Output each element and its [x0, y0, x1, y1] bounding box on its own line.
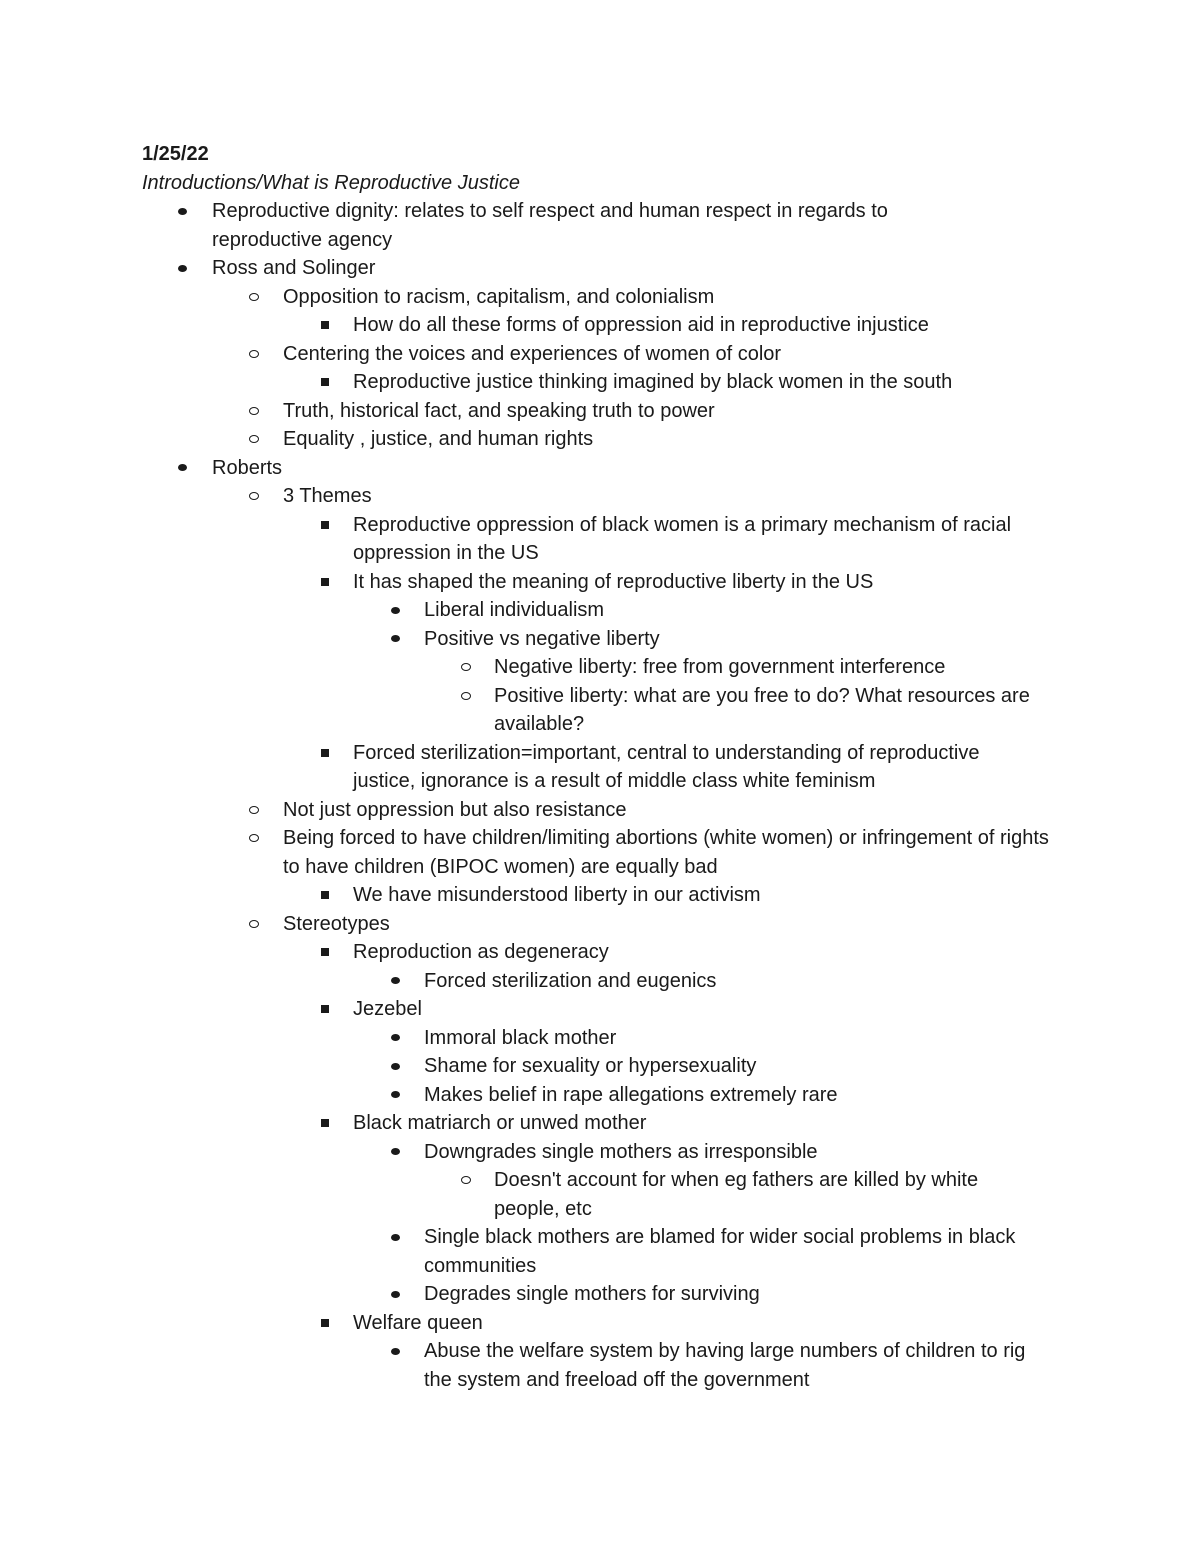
list-item [142, 1337, 1052, 1394]
square-bullet-icon [317, 995, 333, 1024]
list-item-text: Reproductive justice thinking imagined by black women in the south [353, 371, 953, 393]
list-item-text: Positive vs negative liberty [424, 627, 660, 650]
list-item [142, 368, 1012, 397]
square-bullet-icon [317, 568, 333, 597]
list-item-text: Reproduction as degeneracy [353, 941, 609, 963]
list-item [142, 938, 1012, 967]
disc-bullet-icon [387, 596, 403, 625]
circle-bullet-icon [246, 425, 262, 454]
list-item-text: Positive liberty: what are you free to do? What resources are available? [494, 684, 1030, 735]
disc-bullet-icon [387, 625, 403, 654]
list-item-text: Centering the voices and experiences of women of color [283, 342, 782, 365]
list-item [142, 596, 1052, 625]
list-item [142, 881, 1012, 910]
list-item-text: 3 Themes [283, 485, 372, 507]
list-item-text: Equality , justice, and human rights [283, 428, 594, 450]
list-item-text: Stereotypes [283, 912, 390, 935]
list-item [142, 1166, 1042, 1223]
list-item [142, 1024, 1052, 1053]
list-item-text: It has shaped the meaning of reproductive liberty in the US [353, 570, 874, 593]
list-item [142, 197, 952, 254]
list-item-text: Not just oppression but also resistance [283, 798, 627, 821]
list-item [142, 824, 1062, 881]
circle-bullet-icon [246, 482, 262, 511]
list-item-text: Being forced to have children/limiting abortions (white women) or infringement of rights to have children (BIPOC women) are equally bad [283, 827, 1049, 878]
list-item-text: Opposition to racism, capitalism, and colonialism [283, 285, 715, 308]
note-subtitle: Introductions/What is Reproductive Justice [142, 171, 520, 194]
disc-bullet-icon [387, 967, 403, 996]
circle-bullet-icon [246, 283, 262, 312]
list-item-text: Downgrades single mothers as irresponsible [424, 1140, 818, 1163]
list-item-text: Makes belief in rape allegations extremely rare [424, 1083, 838, 1106]
disc-bullet-icon [174, 197, 190, 226]
square-bullet-icon [317, 1109, 333, 1138]
list-item-text: Roberts [212, 456, 283, 479]
list-item [142, 1138, 1052, 1167]
list-item [142, 425, 1062, 454]
list-item [142, 796, 1062, 825]
list-item [142, 254, 952, 283]
circle-bullet-icon [246, 397, 262, 426]
disc-bullet-icon [387, 1024, 403, 1053]
disc-bullet-icon [387, 1337, 403, 1366]
list-item [142, 454, 952, 483]
list-item [142, 340, 1062, 369]
list-item-text: Single black mothers are blamed for wider social problems in black communities [424, 1226, 1016, 1277]
disc-bullet-icon [387, 1280, 403, 1309]
disc-bullet-icon [387, 1223, 403, 1252]
list-item-text: Truth, historical fact, and speaking truth to power [283, 399, 715, 422]
list-item-text: Shame for sexuality or hypersexuality [424, 1055, 757, 1077]
list-item [142, 1280, 1052, 1309]
circle-bullet-icon [458, 1166, 474, 1195]
list-item [142, 1109, 1012, 1138]
circle-bullet-icon [458, 653, 474, 682]
disc-bullet-icon [174, 454, 190, 483]
square-bullet-icon [317, 881, 333, 910]
list-item [142, 1052, 1052, 1081]
circle-bullet-icon [246, 340, 262, 369]
disc-bullet-icon [387, 1081, 403, 1110]
list-item [142, 482, 1062, 511]
list-item [142, 739, 1012, 796]
list-item-text: Welfare queen [353, 1311, 483, 1334]
notes-page [142, 140, 1062, 1394]
disc-bullet-icon [387, 1052, 403, 1081]
list-item-text: How do all these forms of oppression aid in reproductive injustice [353, 314, 929, 336]
list-item [142, 511, 1012, 568]
list-item [142, 910, 1062, 939]
list-item-text: Degrades single mothers for surviving [424, 1283, 760, 1305]
list-item [142, 397, 1062, 426]
list-item-text: Immoral black mother [424, 1026, 617, 1049]
circle-bullet-icon [246, 910, 262, 939]
circle-bullet-icon [458, 682, 474, 711]
list-item-text: Ross and Solinger [212, 257, 376, 279]
list-item-text: Reproductive dignity: relates to self respect and human respect in regards to reproductive agency [212, 200, 888, 251]
square-bullet-icon [317, 368, 333, 397]
list-item [142, 311, 1012, 340]
note-date: 1/25/22 [142, 143, 209, 165]
list-item [142, 1081, 1052, 1110]
list-item-text: Black matriarch or unwed mother [353, 1112, 647, 1134]
list-item-text: We have misunderstood liberty in our activism [353, 884, 761, 906]
list-item [142, 1223, 1052, 1280]
list-item [142, 1309, 1012, 1338]
list-item-text: Reproductive oppression of black women is a primary mechanism of racial oppression in the US [353, 513, 1012, 564]
list-item-text: Negative liberty: free from government interference [494, 656, 946, 678]
square-bullet-icon [317, 1309, 333, 1338]
square-bullet-icon [317, 311, 333, 340]
list-item-text: Abuse the welfare system by having large numbers of children to rig the system and freeload off the government [424, 1340, 1026, 1391]
list-item-text: Jezebel [353, 998, 422, 1020]
disc-bullet-icon [387, 1138, 403, 1167]
list-item-text: Forced sterilization=important, central to understanding of reproductive justice, ignorance is a result of middle class white feminism [353, 741, 980, 792]
list-item-text: Forced sterilization and eugenics [424, 969, 717, 992]
disc-bullet-icon [174, 254, 190, 283]
list-item [142, 653, 1042, 682]
list-item [142, 682, 1042, 739]
list-item [142, 283, 1062, 312]
list-item-text: Liberal individualism [424, 599, 605, 621]
list-item [142, 625, 1052, 654]
square-bullet-icon [317, 739, 333, 768]
list-item [142, 995, 1012, 1024]
notes-outline [142, 197, 1062, 1394]
list-item [142, 568, 1012, 597]
list-item-text: Doesn't account for when eg fathers are killed by white people, etc [494, 1169, 979, 1220]
list-item [142, 967, 1052, 996]
circle-bullet-icon [246, 796, 262, 825]
square-bullet-icon [317, 511, 333, 540]
circle-bullet-icon [246, 824, 262, 853]
square-bullet-icon [317, 938, 333, 967]
